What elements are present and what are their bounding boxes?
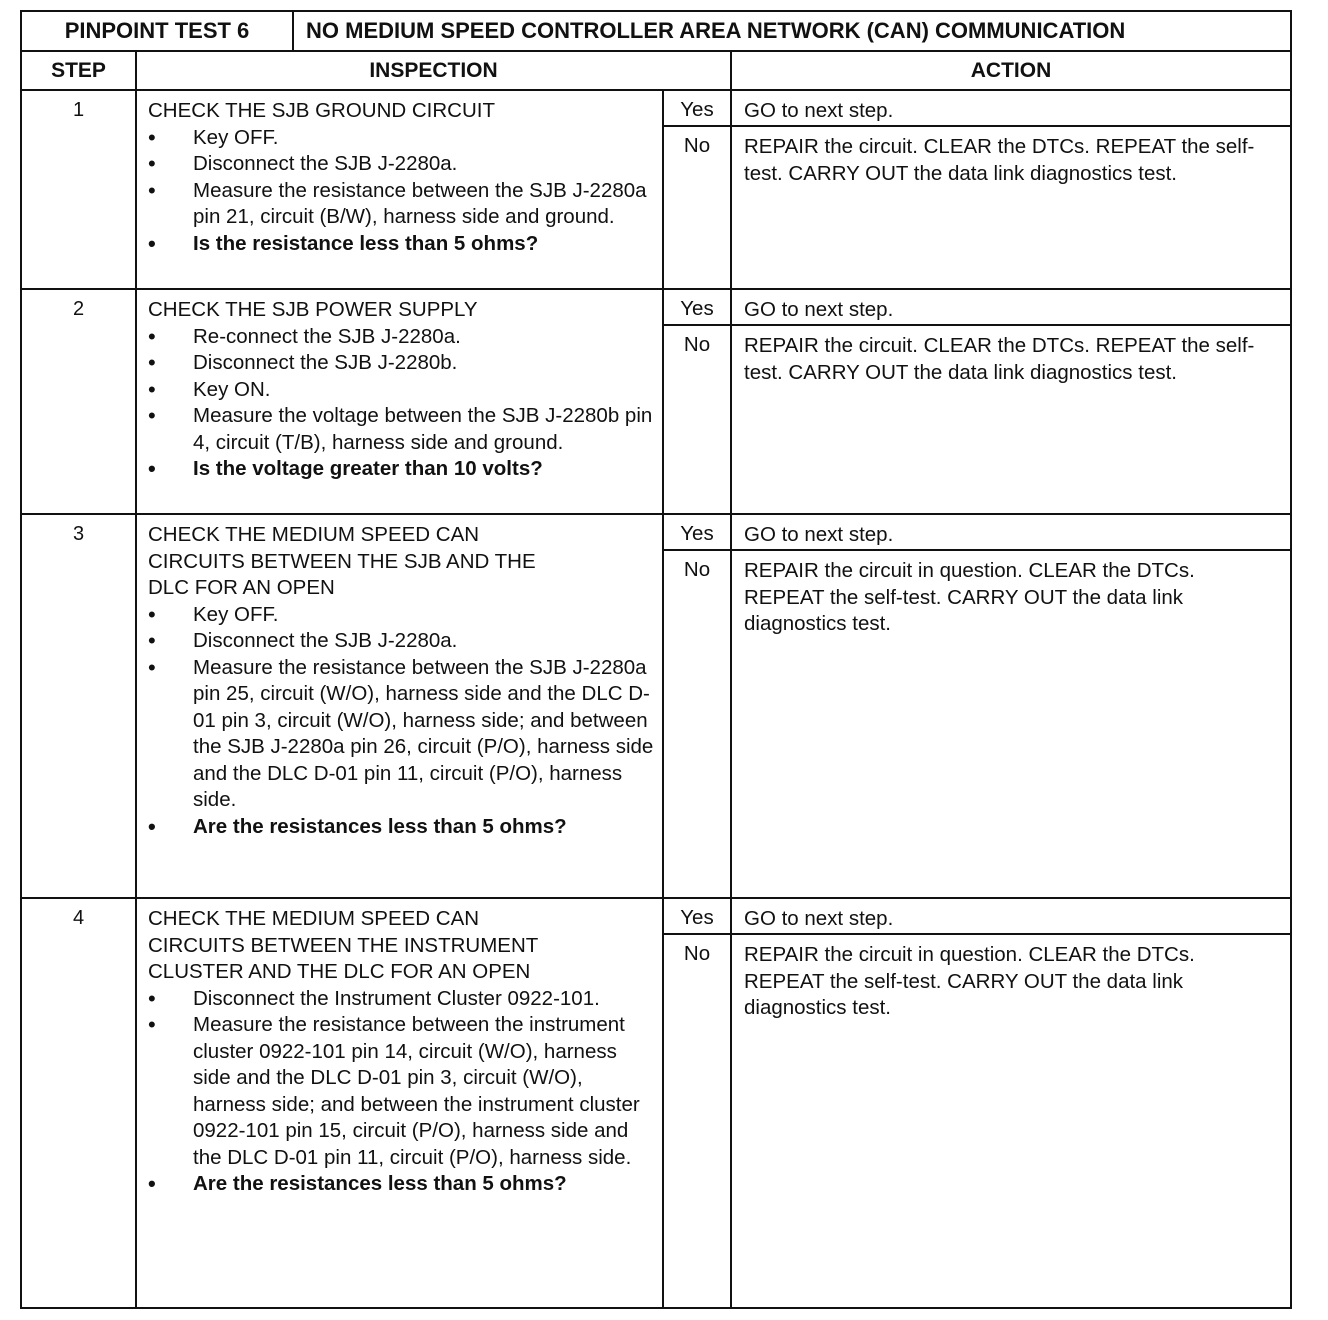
inspection-title: CHECK THE MEDIUM SPEED CAN CIRCUITS BETWEEN THE INSTRUMENT CLUSTER AND THE DLC FOR AN OPEN xyxy=(148,907,539,983)
inspection-question: • Are the resistances less than 5 ohms? xyxy=(148,1171,654,1198)
inspection-item: • Measure the resistance between the instrument cluster 0922-101 pin 14, circuit (W/O), harness side and the DLC D-01 pin 3, circuit (W/O), harness side; and between the instrument cluster 0922-101 pin 15, circuit (P/O), harness side and the DLC D-01 pin 11, circuit (P/O), harness side. xyxy=(148,1012,654,1171)
step-number: 3 xyxy=(21,514,136,898)
inspection-item: • Disconnect the SJB J-2280a. xyxy=(148,151,654,178)
column-header-row xyxy=(21,51,1291,90)
inspection-cell xyxy=(136,898,663,1308)
inspection-title: CHECK THE MEDIUM SPEED CAN CIRCUITS BETWEEN THE SJB AND THE DLC FOR AN OPEN xyxy=(148,523,536,599)
step-number: 1 xyxy=(21,90,136,289)
action-cell xyxy=(731,514,1291,898)
no-action: REPAIR the circuit. CLEAR the DTCs. REPEAT the self-test. CARRY OUT the data link diagnostics test. xyxy=(744,135,1255,185)
action-cell xyxy=(731,898,1291,1308)
step-row-3 xyxy=(21,514,1291,898)
inspection-bullets xyxy=(148,125,654,258)
step-row-1 xyxy=(21,90,1291,289)
action-column-header: ACTION xyxy=(731,51,1291,90)
inspection-item: • Disconnect the SJB J-2280b. xyxy=(148,350,654,377)
yes-action: GO to next step. xyxy=(732,515,1290,551)
no-label: No xyxy=(683,134,711,157)
yes-label: Yes xyxy=(664,899,730,935)
yes-no-cell xyxy=(663,289,731,514)
no-label: No xyxy=(683,333,711,356)
inspection-question: • Are the resistances less than 5 ohms? xyxy=(148,814,654,841)
inspection-cell xyxy=(136,514,663,898)
no-label: No xyxy=(683,942,711,965)
yes-no-cell xyxy=(663,898,731,1308)
yes-action: GO to next step. xyxy=(732,290,1290,326)
inspection-item: • Key OFF. xyxy=(148,125,654,152)
yes-label: Yes xyxy=(664,290,730,326)
inspection-bullets xyxy=(148,324,654,483)
inspection-column-header: INSPECTION xyxy=(136,51,731,90)
pinpoint-test-document xyxy=(20,10,1290,1309)
yes-action: GO to next step. xyxy=(732,899,1290,935)
inspection-title: CHECK THE SJB GROUND CIRCUIT xyxy=(148,99,496,122)
inspection-item: • Re-connect the SJB J-2280a. xyxy=(148,324,654,351)
test-title: NO MEDIUM SPEED CONTROLLER AREA NETWORK (CAN) COMMUNICATION xyxy=(293,11,1291,51)
inspection-question: • Is the voltage greater than 10 volts? xyxy=(148,456,654,483)
inspection-question: • Is the resistance less than 5 ohms? xyxy=(148,231,654,258)
step-row-4 xyxy=(21,898,1291,1308)
yes-no-cell xyxy=(663,90,731,289)
action-cell xyxy=(731,289,1291,514)
inspection-item: • Disconnect the Instrument Cluster 0922-101. xyxy=(148,986,654,1013)
yes-action: GO to next step. xyxy=(732,91,1290,127)
no-action: REPAIR the circuit in question. CLEAR the DTCs. REPEAT the self-test. CARRY OUT the data link diagnostics test. xyxy=(744,943,1195,1019)
inspection-item: • Key OFF. xyxy=(148,602,654,629)
step-number: 2 xyxy=(21,289,136,514)
inspection-item: • Measure the resistance between the SJB J-2280a pin 25, circuit (W/O), harness side and the DLC D-01 pin 3, circuit (W/O), harness side; and between the SJB J-2280a pin 26, circuit (P/O), harness side and the DLC D-01 pin 11, circuit (P/O), harness side. xyxy=(148,655,654,814)
step-column-header: STEP xyxy=(21,51,136,90)
inspection-item: • Key ON. xyxy=(148,377,654,404)
inspection-bullets xyxy=(148,986,654,1198)
test-label: PINPOINT TEST 6 xyxy=(21,11,293,51)
inspection-item: • Measure the resistance between the SJB J-2280a pin 21, circuit (B/W), harness side and ground. xyxy=(148,178,654,231)
no-action: REPAIR the circuit. CLEAR the DTCs. REPEAT the self-test. CARRY OUT the data link diagnostics test. xyxy=(744,334,1255,384)
inspection-item: • Measure the voltage between the SJB J-2280b pin 4, circuit (T/B), harness side and ground. xyxy=(148,403,654,456)
inspection-item: • Disconnect the SJB J-2280a. xyxy=(148,628,654,655)
action-cell xyxy=(731,90,1291,289)
pinpoint-test-table xyxy=(20,10,1292,1309)
no-label: No xyxy=(683,558,711,581)
yes-label: Yes xyxy=(664,91,730,127)
yes-no-cell xyxy=(663,514,731,898)
test-title-row xyxy=(21,11,1291,51)
step-row-2 xyxy=(21,289,1291,514)
yes-label: Yes xyxy=(664,515,730,551)
inspection-title: CHECK THE SJB POWER SUPPLY xyxy=(148,298,478,321)
step-number: 4 xyxy=(21,898,136,1308)
inspection-bullets xyxy=(148,602,654,841)
inspection-cell xyxy=(136,289,663,514)
inspection-cell xyxy=(136,90,663,289)
no-action: REPAIR the circuit in question. CLEAR the DTCs. REPEAT the self-test. CARRY OUT the data link diagnostics test. xyxy=(744,559,1195,635)
